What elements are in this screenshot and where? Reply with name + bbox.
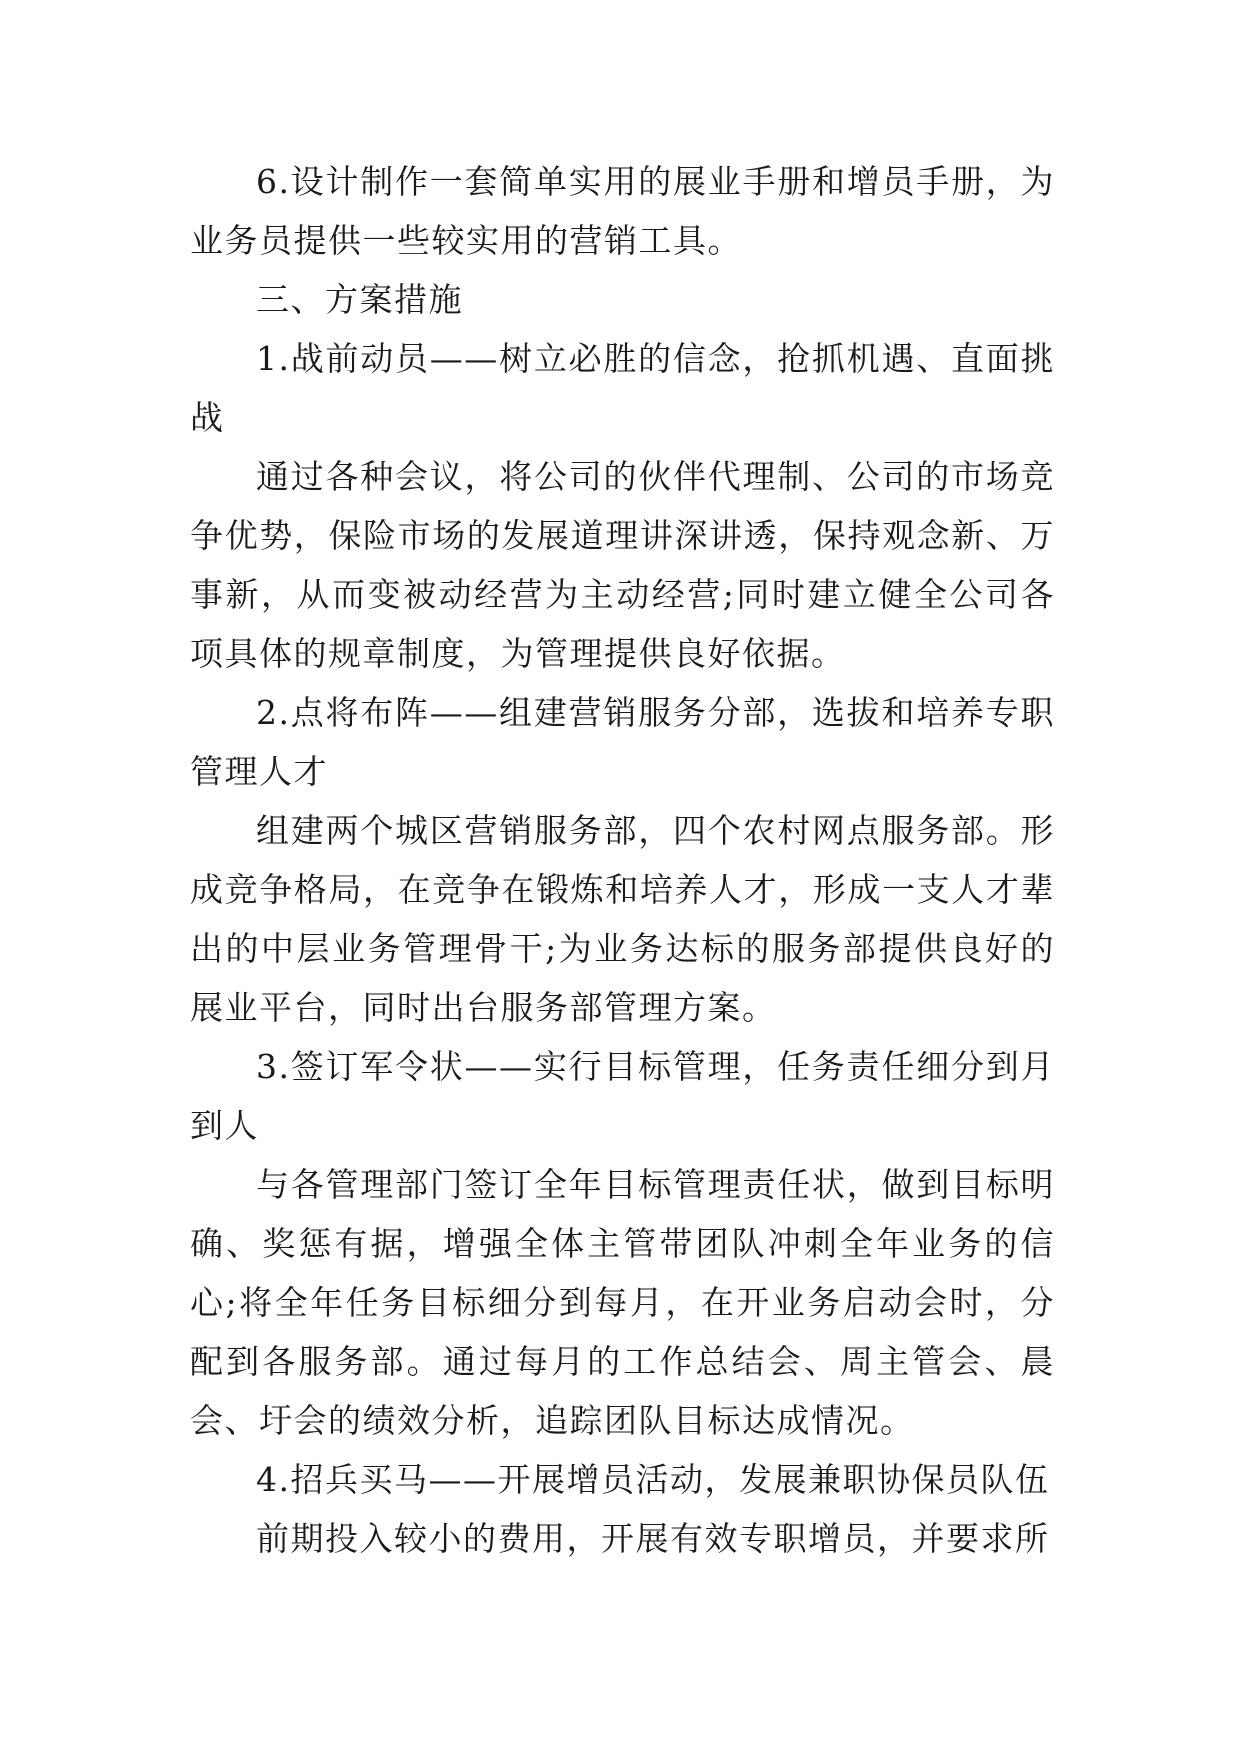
paragraph-deployment: 组建两个城区营销服务部，四个农村网点服务部。形成竞争格局，在竞争在锻炼和培养人才，形成一支人才辈出的中层业务管理骨干;为业务达标的服务部提供良好的展业平台，同时出台服务部管理方案。	[190, 811, 1055, 1027]
paragraph-responsibility: 与各管理部门签订全年目标管理责任状，做到目标明确、奖惩有据，增强全体主管带团队冲刺全年业务的信心;将全年任务目标细分到每月，在开业务启动会时，分配到各服务部。通过每月的工作总结会、周主管会、晨会、圩会的绩效分析，追踪团队目标达成情况。	[190, 1165, 1055, 1440]
paragraph-mobilization: 通过各种会议，将公司的伙伴代理制、公司的市场竞争优势，保险市场的发展道理讲深讲透，保持观念新、万事新，从而变被动经营为主动经营;同时建立健全公司各项具体的规章制度，为管理提供良好依据。	[190, 457, 1055, 673]
document-body	[190, 152, 1055, 1568]
section-heading-measures: 三、方案措施	[256, 280, 463, 319]
paragraph-item-6-manuals: 6.设计制作一套简单实用的展业手册和增员手册，为业务员提供一些较实用的营销工具。	[190, 162, 1055, 260]
paragraph-recruitment: 前期投入较小的费用，开展有效专职增员，并要求所	[256, 1519, 1050, 1558]
subheading-recruitment: 4.招兵买马——开展增员活动，发展兼职协保员队伍	[256, 1460, 1050, 1499]
subheading-responsibility: 3.签订军令状——实行目标管理，任务责任细分到月到人	[190, 1047, 1055, 1145]
subheading-mobilization: 1.战前动员——树立必胜的信念，抢抓机遇、直面挑战	[190, 339, 1055, 437]
subheading-deployment: 2.点将布阵——组建营销服务分部，选拔和培养专职管理人才	[190, 693, 1055, 791]
